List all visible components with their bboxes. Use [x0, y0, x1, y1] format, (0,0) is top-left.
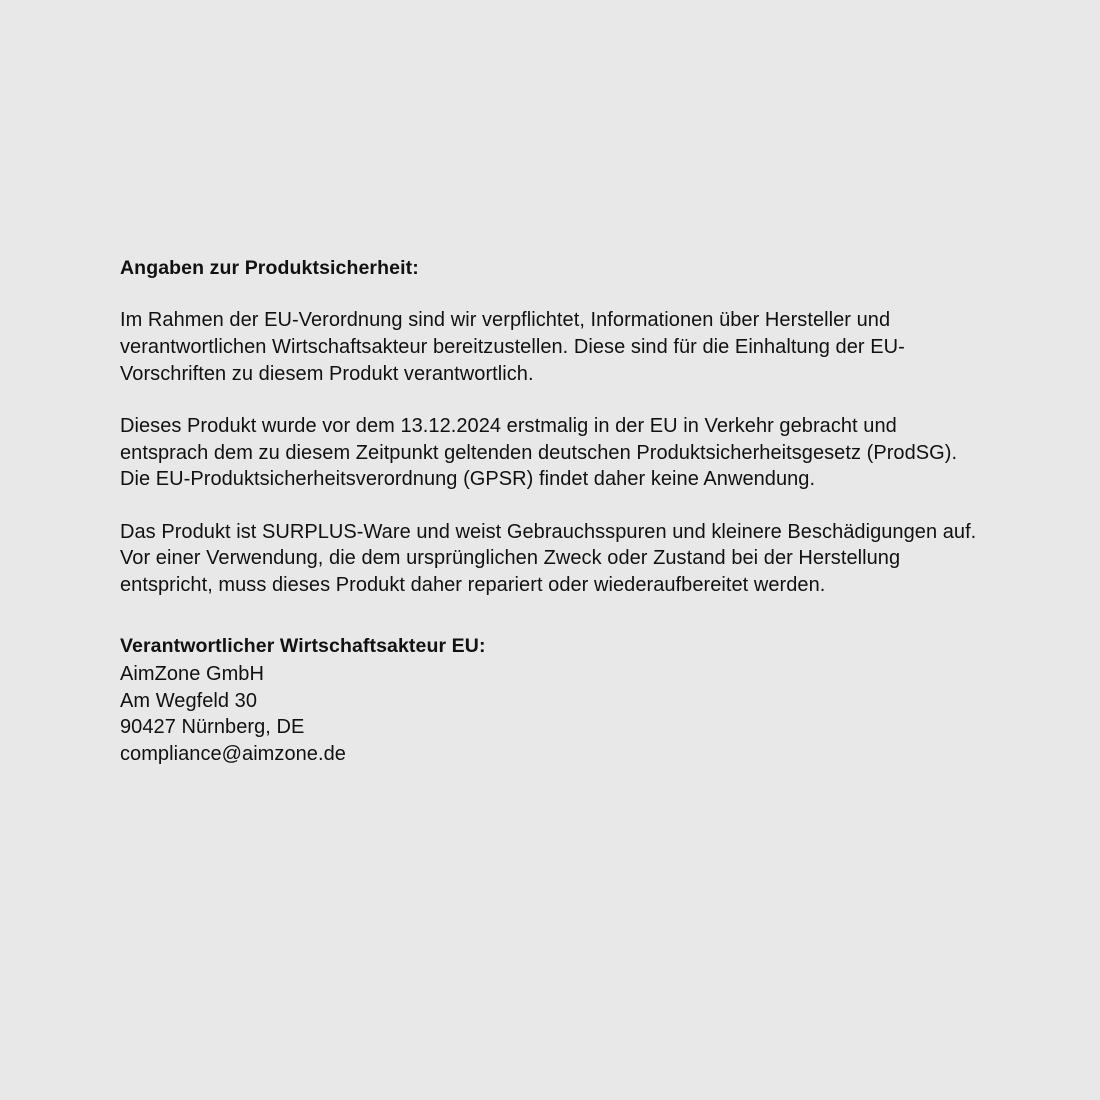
responsible-operator-email: compliance@aimzone.de — [120, 742, 346, 765]
responsible-operator-company: AimZone GmbH — [120, 662, 264, 685]
page-title: Angaben zur Produktsicherheit: — [120, 257, 419, 279]
responsible-operator-city: 90427 Nürnberg, DE — [120, 716, 305, 739]
product-safety-content — [120, 255, 1000, 767]
responsible-operator-heading: Verantwortlicher Wirtschaftsakteur EU: — [120, 634, 486, 657]
paragraph-eu-regulation: Im Rahmen der EU-Verordnung sind wir verpflichtet, Informationen über Hersteller und verantwortlichen Wirtschaftsakteur bereitzustellen. Diese sind für die Einhaltung der EU-Vorschriften zu diesem Produkt verantwortlich. — [120, 309, 905, 385]
paragraph-placed-on-market: Dieses Produkt wurde vor dem 13.12.2024 erstmalig in der EU in Verkehr gebracht und entsprach dem zu diesem Zeitpunkt geltenden deutschen Produktsicherheitsgesetz (ProdSG). Die EU-Produktsicherheitsverordnung (GPSR) findet daher keine Anwendung. — [120, 415, 958, 491]
responsible-operator-street: Am Wegfeld 30 — [120, 689, 258, 712]
responsible-operator-block — [120, 633, 1000, 768]
paragraph-surplus-condition: Das Produkt ist SURPLUS-Ware und weist Gebrauchsspuren und kleinere Beschädigungen auf. Vor einer Verwendung, die dem ursprünglichen Zweck oder Zustand bei der Herstellung entspricht, muss dieses Produkt daher repariert oder wiederaufbereitet werden. — [120, 520, 977, 597]
